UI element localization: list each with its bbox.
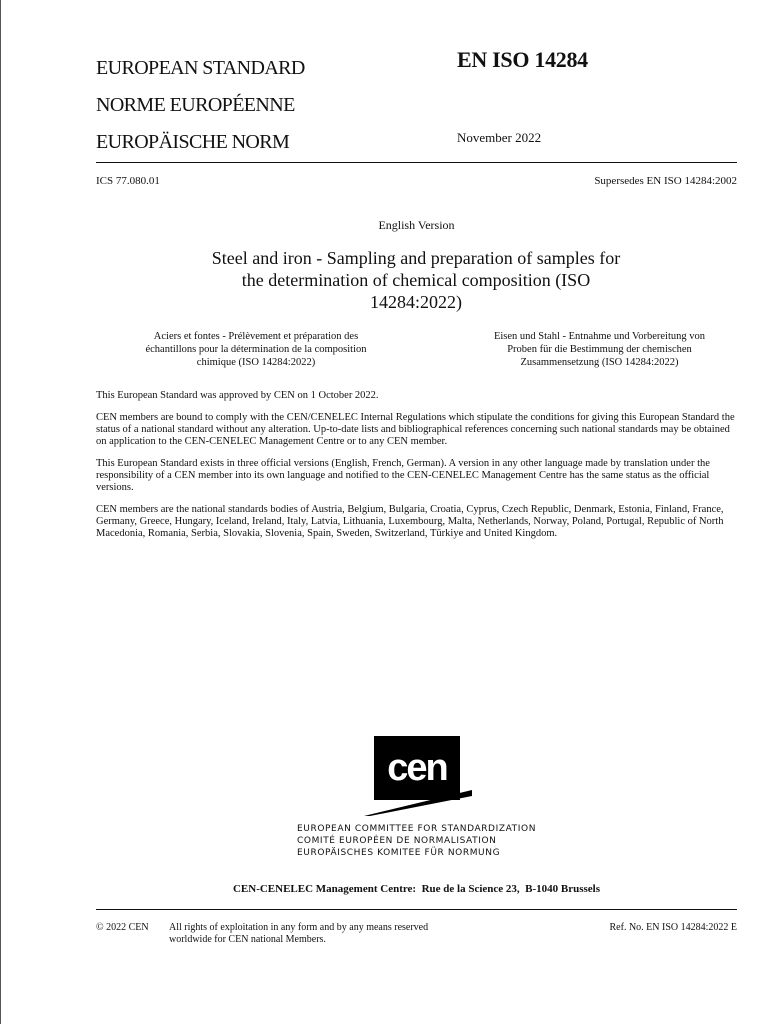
title-english: EUROPEAN STANDARD	[96, 57, 305, 79]
german-title-line: Zusammensetzung (ISO 14284:2022)	[520, 357, 679, 368]
body-text	[96, 390, 737, 550]
document-title-line: the determination of chemical composition (ISO	[241, 270, 591, 290]
approval-paragraph: This European Standard was approved by CEN on 1 October 2022.	[96, 390, 379, 401]
rights-line: All rights of exploitation in any form and by any means reserved	[169, 922, 429, 933]
rights-statement	[169, 922, 499, 946]
committee-french: COMITÉ EUROPÉEN DE NORMALISATION	[297, 836, 497, 846]
document-title-line: Steel and iron - Sampling and preparation of samples for	[211, 248, 621, 268]
committee-english: EUROPEAN COMMITTEE FOR STANDARDIZATION	[297, 824, 537, 834]
publication-date: November 2022	[457, 130, 542, 145]
german-title-line: Eisen und Stahl - Entnahme und Vorbereitung von	[493, 331, 706, 342]
title-german: EUROPÄISCHE NORM	[96, 131, 290, 153]
supersedes-note: Supersedes EN ISO 14284:2002	[594, 175, 737, 187]
cen-logo-icon	[364, 736, 472, 816]
committee-names	[297, 823, 536, 859]
management-centre-address: CEN-CENELEC Management Centre: Rue de la Science 23, B-1040 Brussels	[232, 883, 601, 895]
french-title	[96, 330, 416, 369]
document-number: EN ISO 14284	[457, 47, 588, 72]
ics-code: ICS 77.080.01	[96, 175, 160, 187]
version-label: English Version	[378, 218, 455, 232]
committee-german: EUROPÄISCHES KOMITEE FÜR NORMUNG	[297, 848, 501, 858]
title-french: NORME EUROPÉENNE	[96, 94, 295, 116]
french-title-line: chimique (ISO 14284:2022)	[196, 357, 316, 368]
versions-paragraph: This European Standard exists in three official versions (English, French, German). A version in any other language made by translation under the responsibility of a CEN member into its own language and notified to the CEN-CENELEC Management Centre has the same status as the official versions.	[96, 458, 710, 493]
compliance-paragraph: CEN members are bound to comply with the CEN/CENELEC Internal Regulations which stipulate the conditions for giving this European Standard the status of a national standard without any alteration. Up-to-date lists and bibliographical references concerning such national standards may be obtained on application to the CEN-CENELEC Management Centre or to any CEN member.	[96, 412, 735, 447]
footer-divider	[96, 909, 737, 910]
german-title	[462, 330, 737, 369]
page-left-edge	[0, 0, 1, 1024]
members-paragraph: CEN members are the national standards bodies of Austria, Belgium, Bulgaria, Croatia, Cyprus, Czech Republic, Denmark, Estonia, Finland, France, Germany, Greece, Hungary, Iceland, Ireland, Italy, Latvia, Lithuania, Luxembourg, Malta, Netherlands, Norway, Poland, Portugal, Republic of North Macedonia, Romania, Serbia, Slovakia, Slovenia, Spain, Sweden, Switzerland, Türkiye and United Kingdom.	[96, 504, 724, 539]
cen-logo-text: cen	[387, 747, 447, 789]
rights-line: worldwide for CEN national Members.	[169, 934, 326, 945]
header-divider	[96, 162, 737, 163]
copyright: © 2022 CEN	[96, 922, 149, 933]
reference-number: Ref. No. EN ISO 14284:2022 E	[609, 922, 737, 933]
french-title-line: échantillons pour la détermination de la composition	[145, 344, 367, 355]
document-title	[150, 247, 682, 313]
document-title-line: 14284:2022)	[370, 292, 462, 312]
german-title-line: Proben für die Bestimmung der chemischen	[507, 344, 692, 355]
french-title-line: Aciers et fontes - Prélèvement et préparation des	[153, 331, 359, 342]
cen-logo-svg	[364, 736, 472, 816]
standard-type-titles	[96, 50, 396, 161]
